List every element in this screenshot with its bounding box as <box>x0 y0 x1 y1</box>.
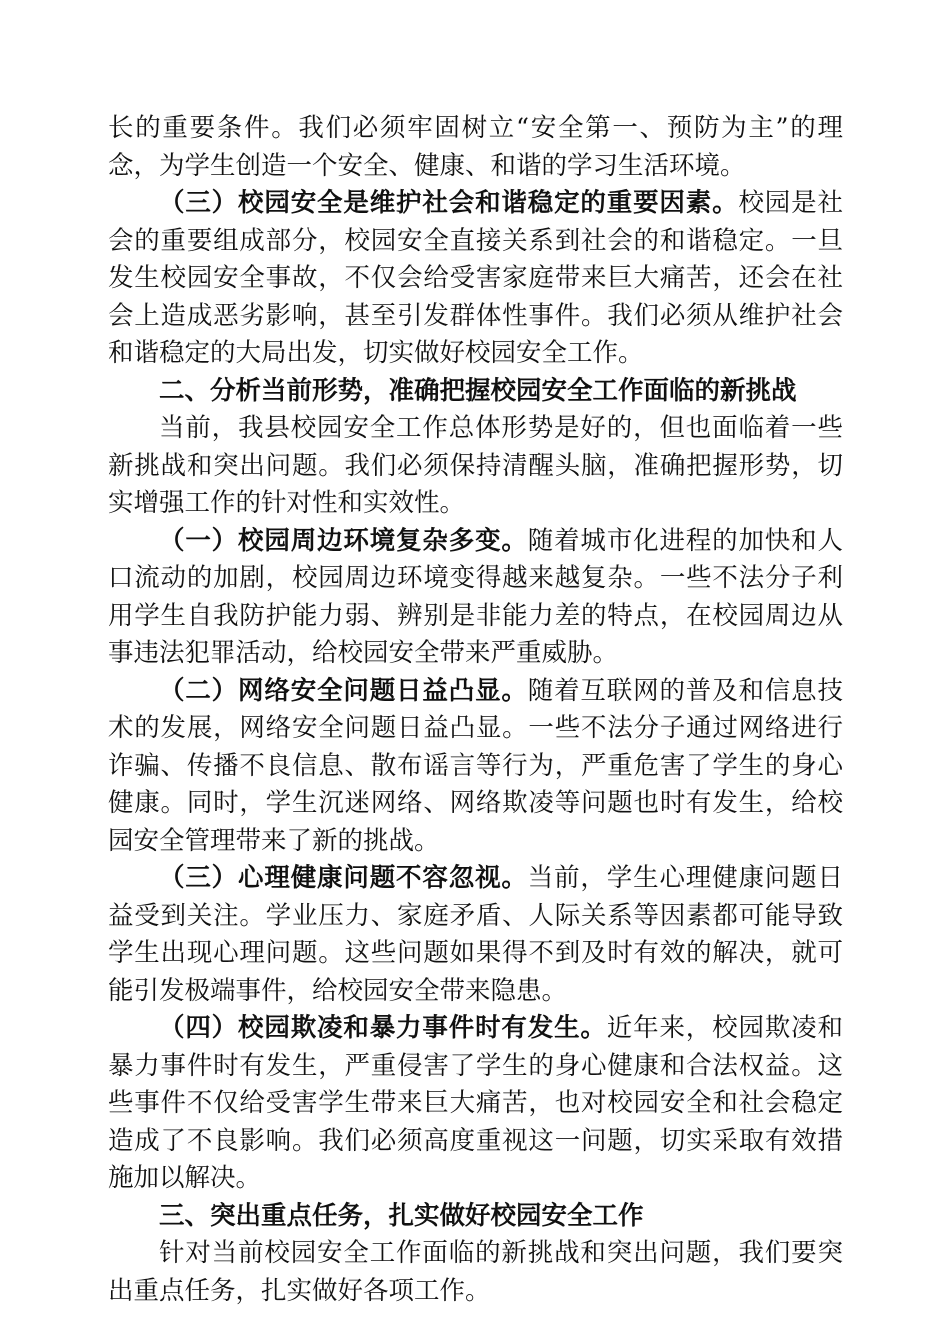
paragraph-text: 长的重要条件。我们必须牢固树立“安全第一、预防为主”的理念，为学生创造一个安全、健康、和谐的学习生活环境。 <box>108 113 843 181</box>
paragraph-lead: （三）校园安全是维护社会和谐稳定的重要因素。 <box>159 188 739 218</box>
paragraph-network <box>108 673 843 861</box>
paragraph-continuation <box>108 110 843 185</box>
paragraph-tasks <box>108 1235 843 1310</box>
document-page <box>108 110 843 1310</box>
section-heading-2: 二、分析当前形势，准确把握校园安全工作面临的新挑战 <box>159 375 797 406</box>
paragraph-text: 近年来，校园欺凌和暴力事件时有发生，严重侵害了学生的身心健康和合法权益。这些事件不仅给受害学生带来巨大痛苦，也对校园安全和社会稳定造成了不良影响。我们必须高度重视这一问题，切实采取有效措施加以解决。 <box>108 1013 843 1193</box>
paragraph-lead: （四）校园欺凌和暴力事件时有发生。 <box>159 1013 607 1043</box>
paragraph-text: 针对当前校园安全工作面临的新挑战和突出问题，我们要突出重点任务，扎实做好各项工作。 <box>108 1238 843 1306</box>
paragraph-text: 随着城市化进程的加快和人口流动的加剧，校园周边环境变得越来越复杂。一些不法分子利用学生自我防护能力弱、辨别是非能力差的特点，在校园周边从事违法犯罪活动，给校园安全带来严重威胁。 <box>108 525 843 668</box>
paragraph-social-harmony <box>108 185 843 373</box>
paragraph-situation <box>108 410 843 523</box>
paragraph-mental-health <box>108 860 843 1010</box>
paragraph-text: 校园是社会的重要组成部分，校园安全直接关系到社会的和谐稳定。一旦发生校园安全事故，不仅会给受害家庭带来巨大痛苦，还会在社会上造成恶劣影响，甚至引发群体性事件。我们必须从维护社会和谐稳定的大局出发，切实做好校园安全工作。 <box>108 188 843 368</box>
paragraph-lead: （三）心理健康问题不容忽视。 <box>159 863 528 893</box>
paragraph-text: 随着互联网的普及和信息技术的发展，网络安全问题日益凸显。一些不法分子通过网络进行诈骗、传播不良信息、散布谣言等行为，严重危害了学生的身心健康。同时，学生沉迷网络、网络欺凌等问题也时有发生，给校园安全管理带来了新的挑战。 <box>108 675 843 856</box>
paragraph-lead: （一）校园周边环境复杂多变。 <box>159 525 528 556</box>
section-heading-3: 三、突出重点任务，扎实做好校园安全工作 <box>159 1200 644 1231</box>
paragraph-bullying <box>108 1010 843 1198</box>
paragraph-environment <box>108 523 843 673</box>
paragraph-text: 当前，学生心理健康问题日益受到关注。学业压力、家庭矛盾、人际关系等因素都可能导致学生出现心理问题。这些问题如果得不到及时有效的解决，就可能引发极端事件，给校园安全带来隐患。 <box>108 863 843 1006</box>
paragraph-lead: （二）网络安全问题日益凸显。 <box>159 675 528 706</box>
paragraph-text: 当前，我县校园安全工作总体形势是好的，但也面临着一些新挑战和突出问题。我们必须保持清醒头脑，准确把握形势，切实增强工作的针对性和实效性。 <box>108 413 843 518</box>
